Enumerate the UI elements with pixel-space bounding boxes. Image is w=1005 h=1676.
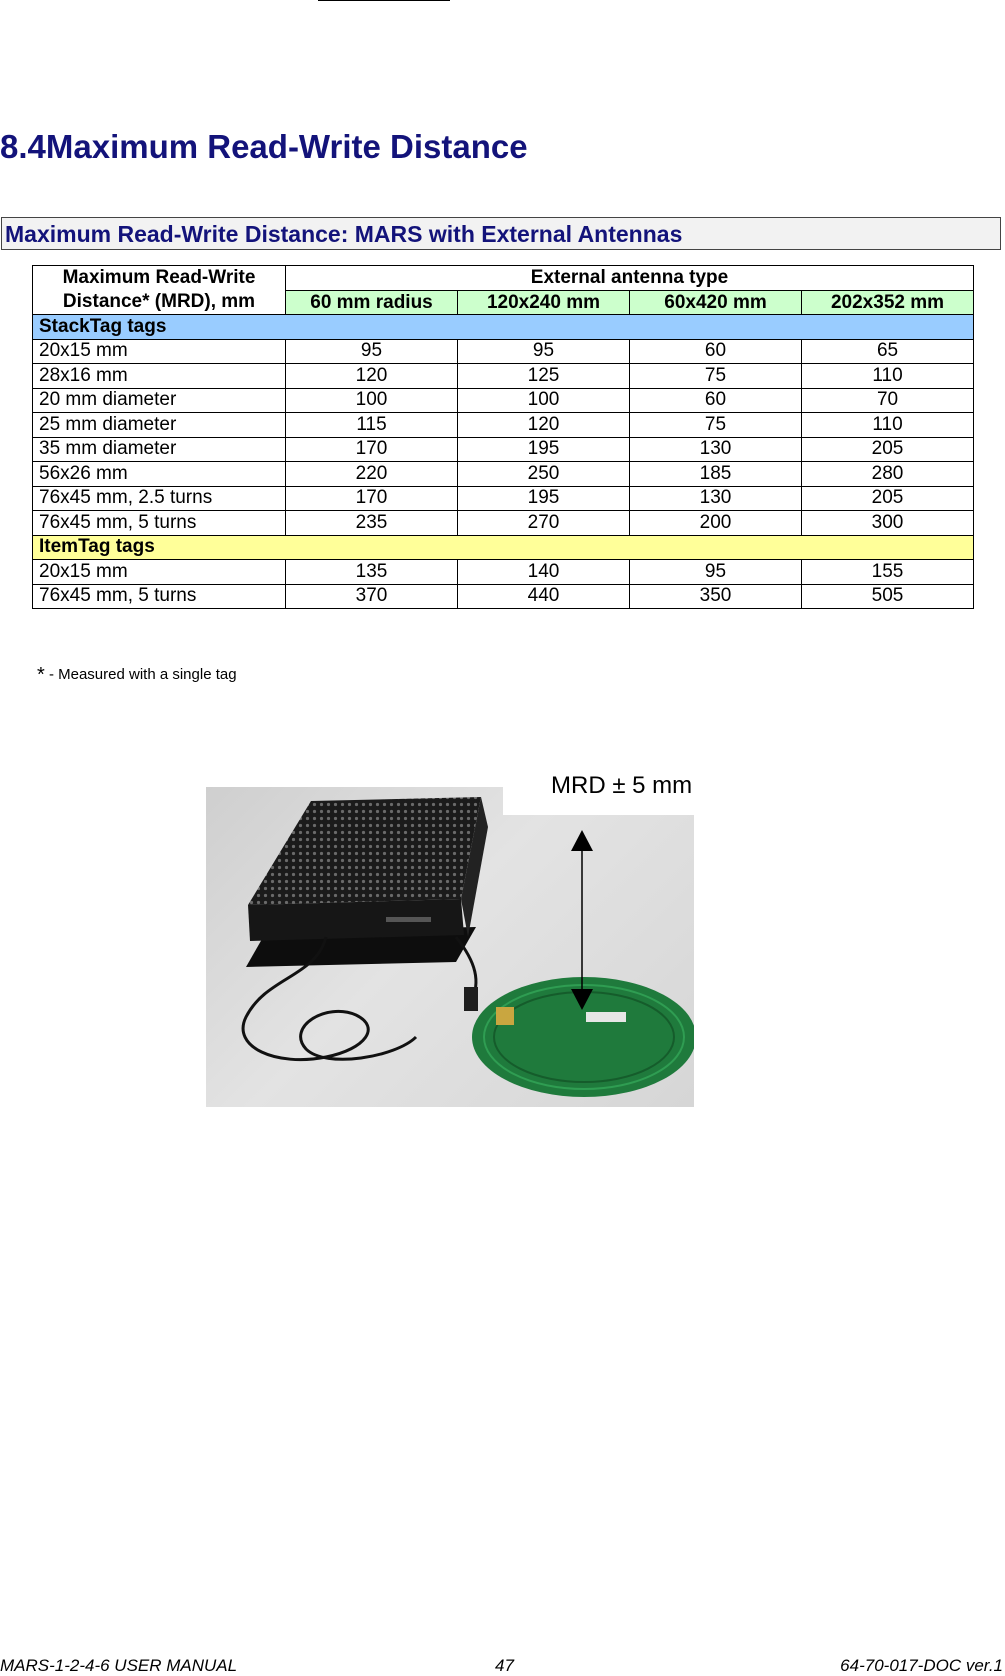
table-cell: 95 — [630, 560, 802, 585]
table-row — [33, 413, 974, 438]
table-row — [33, 462, 974, 487]
row-label: 76x45 mm, 5 turns — [33, 584, 286, 609]
table-cell: 155 — [802, 560, 974, 585]
row-label: 76x45 mm, 5 turns — [33, 511, 286, 536]
subsection-header-box — [1, 217, 1001, 250]
arrow-down-icon — [571, 989, 593, 1010]
footer-document-version: 64-70-017-DOC ver.1 — [840, 1656, 1003, 1675]
table-row — [33, 560, 974, 585]
antenna-column-header: 60x420 mm — [630, 290, 802, 315]
footer-document-name: MARS-1-2-4-6 USER MANUAL — [0, 1656, 238, 1675]
row-label: 20 mm diameter — [33, 388, 286, 413]
table-cell: 195 — [458, 486, 630, 511]
antenna-column-header: 60 mm radius — [286, 290, 458, 315]
section-heading — [0, 128, 528, 166]
table-cell: 75 — [630, 364, 802, 389]
section-title: Maximum Read-Write Distance — [45, 128, 528, 165]
section-row-stacktag — [33, 315, 974, 340]
top-rule — [318, 0, 450, 1]
section-number: 8.4 — [0, 128, 46, 165]
table-cell: 115 — [286, 413, 458, 438]
arrow-up-icon — [571, 830, 593, 851]
mrd-label: MRD ± 5 mm — [551, 772, 693, 799]
table-cell: 130 — [630, 486, 802, 511]
table-cell: 140 — [458, 560, 630, 585]
footnote-text: - Measured with a single tag — [48, 666, 237, 683]
table-cell: 75 — [630, 413, 802, 438]
antenna-component — [496, 1007, 514, 1025]
table-cell: 125 — [458, 364, 630, 389]
table-cell: 350 — [630, 584, 802, 609]
reader-front-panel — [248, 899, 464, 941]
table-cell: 185 — [630, 462, 802, 487]
table-cell: 195 — [458, 437, 630, 462]
antenna-column-header: 120x240 mm — [458, 290, 630, 315]
section-title-stacktag: StackTag tags — [33, 315, 974, 340]
reader-leds — [386, 917, 431, 922]
row-label: 20x15 mm — [33, 339, 286, 364]
table-row — [33, 584, 974, 609]
table-cell: 95 — [458, 339, 630, 364]
table-cell: 280 — [802, 462, 974, 487]
row-label: 20x15 mm — [33, 560, 286, 585]
table-cell: 120 — [458, 413, 630, 438]
table-cell: 300 — [802, 511, 974, 536]
table-cell: 505 — [802, 584, 974, 609]
reader-antenna-photo — [206, 787, 694, 1107]
table-cell: 70 — [802, 388, 974, 413]
row-label: 28x16 mm — [33, 364, 286, 389]
table-cell: 220 — [286, 462, 458, 487]
antenna-label-sticker — [586, 1012, 626, 1022]
table-row — [33, 437, 974, 462]
table-cell: 100 — [458, 388, 630, 413]
table-cell: 135 — [286, 560, 458, 585]
table-cell: 440 — [458, 584, 630, 609]
footnote-mark: * — [37, 664, 45, 686]
table-cell: 205 — [802, 486, 974, 511]
row-label: 35 mm diameter — [33, 437, 286, 462]
table-footnote — [37, 662, 237, 685]
table-cell: 250 — [458, 462, 630, 487]
row-label: 76x45 mm, 2.5 turns — [33, 486, 286, 511]
table-cell: 270 — [458, 511, 630, 536]
table-cell: 95 — [286, 339, 458, 364]
section-row-itemtag — [33, 535, 974, 560]
table-cell: 235 — [286, 511, 458, 536]
table-row — [33, 511, 974, 536]
antenna-connector — [464, 987, 478, 1011]
table-cell: 100 — [286, 388, 458, 413]
reader-top-mesh — [248, 797, 481, 905]
antenna-column-header: 202x352 mm — [802, 290, 974, 315]
mrd-table — [32, 265, 974, 609]
table-cell: 60 — [630, 388, 802, 413]
reader-photo-illustration — [206, 787, 694, 1107]
row-label: 56x26 mm — [33, 462, 286, 487]
table-cell: 170 — [286, 437, 458, 462]
table-cell: 110 — [802, 413, 974, 438]
table-row — [33, 388, 974, 413]
table-cell: 170 — [286, 486, 458, 511]
table-cell: 120 — [286, 364, 458, 389]
table-row — [33, 486, 974, 511]
mrd-corner-header: Maximum Read-Write Distance* (MRD), mm — [33, 266, 286, 315]
section-title-itemtag: ItemTag tags — [33, 535, 974, 560]
table-cell: 205 — [802, 437, 974, 462]
subsection-title: Maximum Read-Write Distance: MARS with External Antennas — [5, 221, 683, 247]
mrd-double-arrow — [560, 830, 604, 1010]
table-row — [33, 339, 974, 364]
table-cell: 110 — [802, 364, 974, 389]
table-row — [33, 364, 974, 389]
table-cell: 370 — [286, 584, 458, 609]
footer-page-number: 47 — [495, 1656, 514, 1675]
table-cell: 200 — [630, 511, 802, 536]
table-cell: 60 — [630, 339, 802, 364]
table-cell: 65 — [802, 339, 974, 364]
table-cell: 130 — [630, 437, 802, 462]
antenna-type-header: External antenna type — [286, 266, 974, 291]
row-label: 25 mm diameter — [33, 413, 286, 438]
